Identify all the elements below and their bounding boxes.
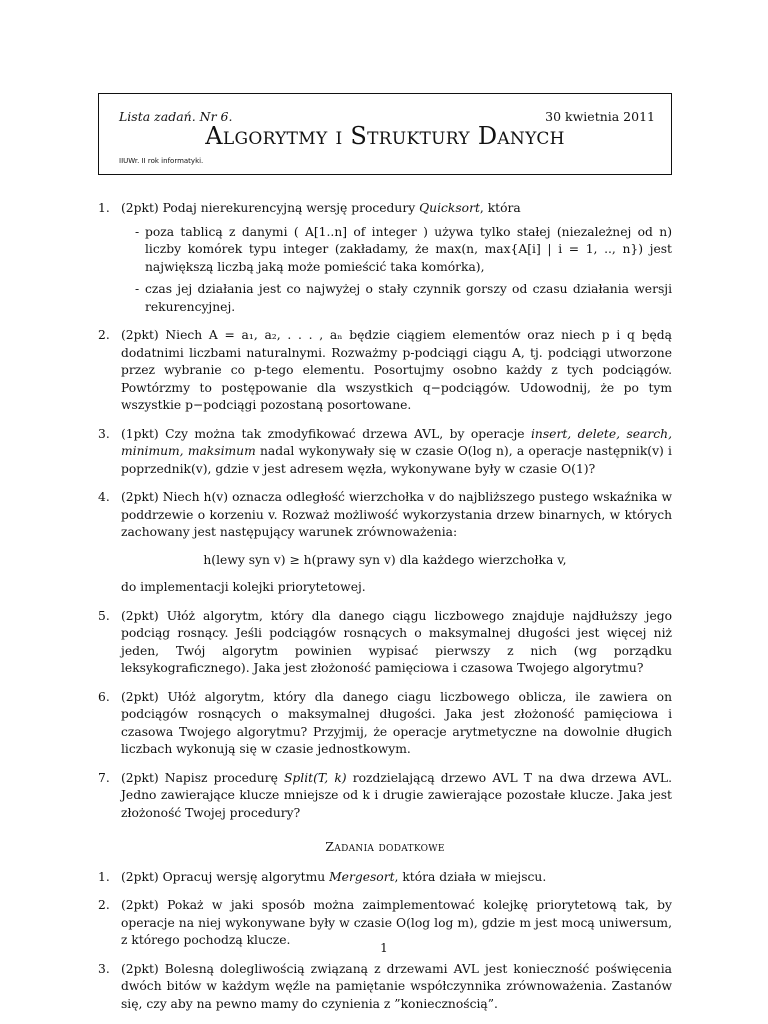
problem-6 (98, 689, 672, 759)
problem-2 (98, 327, 672, 415)
problem-text: (2pkt) Podaj nierekurencyjną wersję procedury Quicksort, która (121, 201, 521, 215)
emphasis: Quicksort (419, 201, 480, 215)
course-subtitle: IIUWr. II rok informatyki. (119, 157, 204, 165)
problem-number: 1. (98, 869, 110, 884)
sub-item: - czas jej działania jest co najwyżej o stały czynnik gorszy od czasu działania wersji rekurencyjnej. (135, 282, 672, 314)
emphasis: Split(T, k) (284, 770, 347, 785)
formula: h(lewy syn v) ≥ h(prawy syn v) dla każdego wierzchołka v, (203, 552, 567, 567)
problem-text: (2pkt) Pokaż w jaki sposób można zaimplementować kolejkę priorytetową tak, by operacje na niej wykonywane były w czasie O(log log m), gdzie m jest mocą uniwersum, z którego pochodzą klucze. (121, 898, 672, 947)
problem-text: (2pkt) Napisz procedurę Split(T, k) rozdzielającą drzewo AVL T na dwa drzewa AVL. Jedno zawierające klucze mniejsze od k i drugie zawierające pozostałe klucze. Jaka jest złożoność Twojej procedury? (121, 770, 672, 820)
problem-number: 1. (98, 201, 110, 215)
problem-number: 7. (98, 770, 110, 785)
problem-text: (1pkt) Czy można tak zmodyfikować drzewa AVL, by operacje insert, delete, search, minimum, maksimum nadal wykonywały się w czasie O(log n), a operacje następnik(v) i poprzednik(v), gdzie v jest adresem węzła, wykonywane były w czasie O(1)? (121, 426, 672, 476)
problem-text: (2pkt) Opracuj wersję algorytmu Mergesort, która działa w miejscu. (121, 869, 547, 884)
problem-text: (2pkt) Ułóż algorytm, który dla danego ciągu liczbowego znajduje najdłuższy jego podciąg rosnący. Jeśli podciągów rosnących o maksymalnej długości jest więcej niż jeden, Twój algorytm powinien wypisać pierwszy z nich (wg porządku leksykograficznego). Jaka jest złożoność pamięciowa i czasowa Twojego algorytmu? (121, 608, 672, 675)
extra-problem-1 (98, 869, 672, 887)
problem-text: (2pkt) Bolesną dolegliwością związaną z drzewami AVL jest konieczność poświęcenia dwóch bitów w każdym węźle na pamiętanie współczynnika zrównoważenia. Zastanów się, czy aby na pewno mamy do czynienia z ”koniecznością”. (121, 961, 672, 1011)
problem-7 (98, 770, 672, 823)
sub-item: - poza tablicą z danymi ( A[1..n] of integer ) używa tylko stałej (niezależnej od n) liczby komórek typu integer (zakładamy, że max(n, max{A[i] | i = 1, .., n}) jest największą liczbą jaką może pomieścić taka komórka), (135, 224, 672, 274)
problem-text: (2pkt) Niech A = a₁, a₂, . . . , aₙ będzie ciągiem elementów oraz niech p i q będą dodatnimi liczbami naturalnymi. Rozważmy p-podciągi ciągu A, tj. podciągi utworzone przez wybranie co p-tego elementu. Posortujmy osobno każdy z tych podciągów. Powtórzmy to postępowanie dla wszystkich q−podciągów. Udowodnij, że po tym wszystkie p−podciągi pozostaną posortowane. (121, 328, 672, 412)
problem-3 (98, 426, 672, 479)
problem-text: (2pkt) Niech h(v) oznacza odległość wierzchołka v do najbliższego pustego wskaźnika w poddrzewie o korzeniu v. Rozważ możliwość wykorzystania drzew binarnych, w których zachowany jest następujący warunek zrównoważenia: (121, 490, 672, 539)
problem-4 (98, 489, 672, 597)
extra-problem-3 (98, 961, 672, 1014)
problem-number: 3. (98, 426, 110, 441)
problem-5 (98, 608, 672, 678)
problem-number: 3. (98, 961, 110, 976)
problem-number: 6. (98, 689, 110, 704)
problem-text-tail: do implementacji kolejki priorytetowej. (121, 580, 366, 594)
list-number: Lista zadań. Nr 6. (119, 109, 233, 124)
problem-number: 5. (98, 608, 110, 623)
course-title: Algorytmy i Struktury Danych (205, 122, 565, 150)
extra-heading: Zadania dodatkowe (325, 839, 445, 854)
emphasis: insert, delete, search, minimum, maksimum (121, 426, 672, 458)
sub-list (121, 224, 672, 317)
problem-number: 2. (98, 328, 110, 342)
problem-number: 4. (98, 490, 110, 504)
problem-1 (98, 200, 672, 316)
problem-text: (2pkt) Ułóż algorytm, który dla danego ciagu liczbowego oblicza, ile zawiera on podciągów rosnących o maksymalnej długości. Jaka jest złożoność pamięciowa i czasowa Twojego algorytmu? Przyjmij, że operacje arytmetyczne na dowolnie długich liczbach wykonują się w czasie jednostkowym. (121, 689, 672, 756)
emphasis: Mergesort (329, 869, 395, 884)
header-box (98, 93, 672, 175)
content (98, 200, 672, 1024)
problem-number: 2. (98, 898, 110, 912)
problem-list (98, 200, 672, 822)
page-number: 1 (380, 941, 388, 955)
date: 30 kwietnia 2011 (545, 109, 655, 124)
